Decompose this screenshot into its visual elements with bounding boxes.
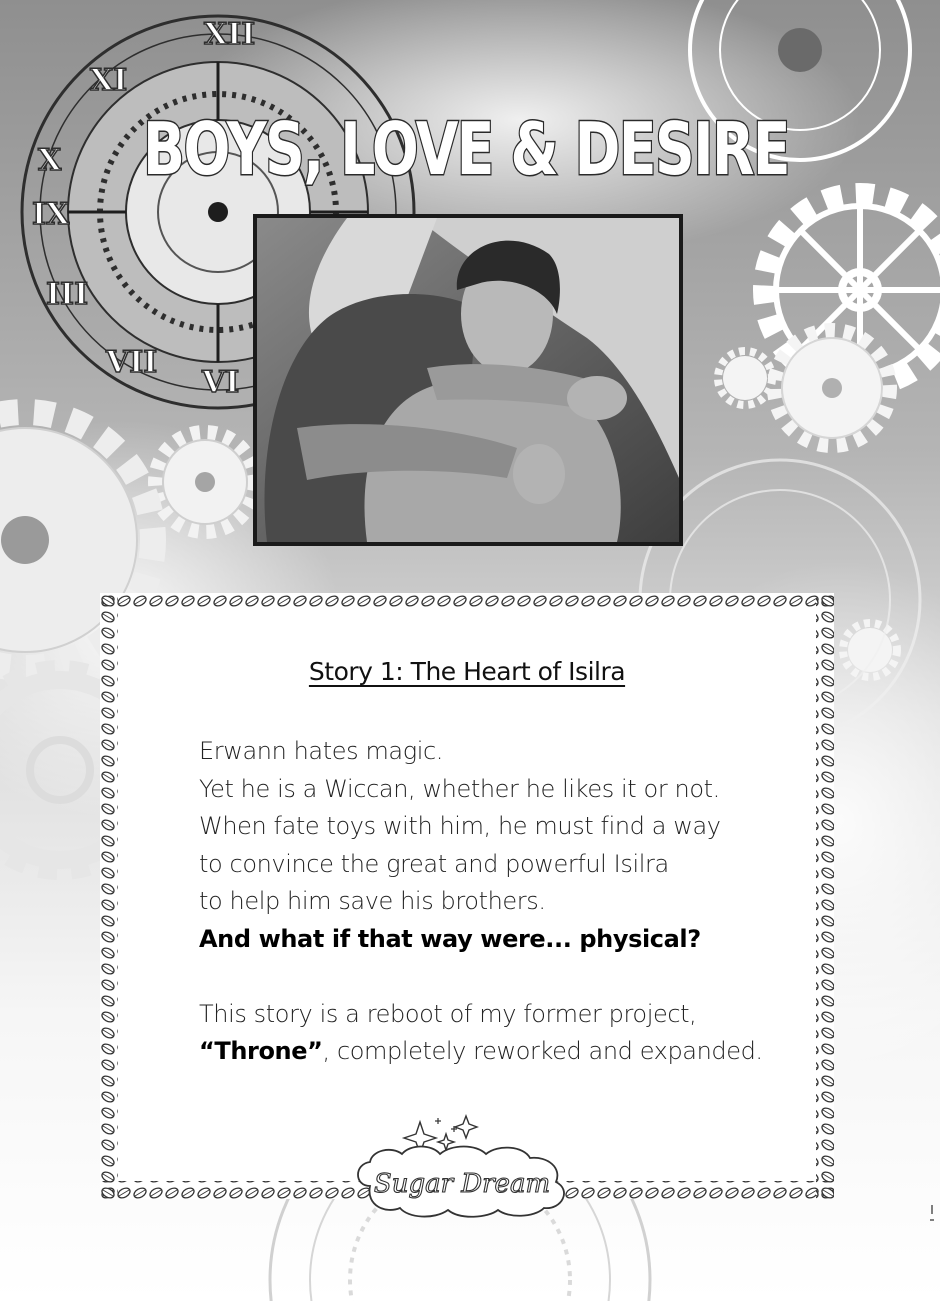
svg-text:VI: VI [202, 365, 240, 400]
svg-text:III: III [46, 277, 89, 312]
synopsis-line: to help him save his brothers. [199, 887, 546, 915]
logo-text: Sugar Dream [373, 1169, 551, 1199]
svg-text:X: X [38, 143, 62, 178]
story-panel [100, 593, 834, 1199]
synopsis-line: Erwann hates magic. [199, 737, 444, 765]
synopsis-tagline: And what if that way were... physical? [199, 924, 701, 953]
former-project-title: “Throne” [199, 1037, 323, 1065]
reboot-note: This story is a reboot of my former project, [199, 999, 697, 1028]
synopsis-line: When fate toys with him, he must find a way [199, 812, 721, 840]
synopsis-line: to convince the great and powerful Isilra [199, 849, 669, 878]
title-text: BOYS, LOVE & DESIRE [143, 107, 789, 191]
svg-text:VII: VII [106, 345, 158, 380]
svg-text:XI: XI [90, 63, 128, 98]
cover-illustration [253, 214, 683, 546]
synopsis [199, 733, 799, 1071]
reboot-note-rest: , completely reworked and expanded. [322, 1037, 763, 1065]
svg-text:XII: XII [204, 17, 256, 52]
svg-text:IX: IX [32, 197, 70, 232]
paragraph-gap [199, 958, 799, 996]
synopsis-line: Yet he is a Wiccan, whether he likes it or not. [199, 774, 720, 803]
page-title [0, 88, 940, 208]
story-heading-text: Story 1: The Heart of Isilra [308, 657, 626, 686]
reboot-note-continued [199, 1033, 799, 1071]
sugar-dream-logo [348, 1110, 578, 1220]
story-heading [100, 657, 834, 686]
